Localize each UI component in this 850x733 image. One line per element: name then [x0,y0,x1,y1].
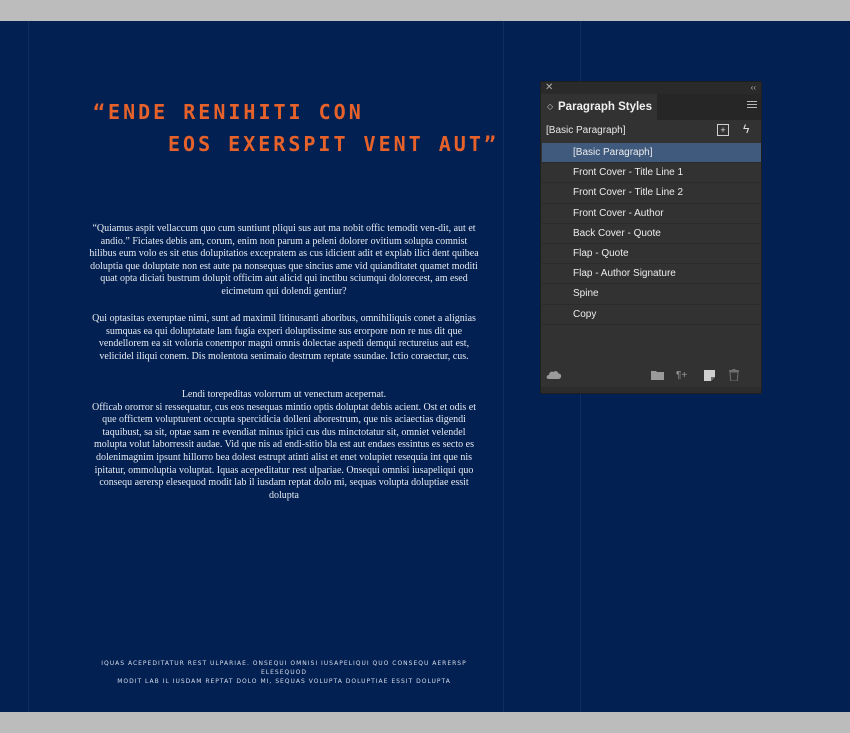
current-style-label: [Basic Paragraph] [546,125,626,136]
tab-label: Paragraph Styles [558,101,652,113]
folder-icon[interactable] [651,370,664,380]
style-item-front-cover-title-line-2[interactable]: Front Cover - Title Line 2 [542,183,761,203]
panel-menu-icon[interactable] [747,101,757,110]
cloud-library-icon[interactable] [546,370,562,380]
new-style-icon[interactable]: + [717,124,729,136]
body-paragraph-2[interactable]: Qui optasitas exeruptae nimi, sunt ad maximil litinusanti aboribus, omnihiliquis conet a alignias sumquas ea qui doluptatate lam fugia experi doluptissime sus erorpore non re nus dit que vendellorem ea sit voloria conempor magni omnis dolectae aspedi demqui rectureius aut est, velicidel iliqui conem. Dis molentota senimaio destrum reptate ssundae. Ictio coraectur, cus. [92,313,476,362]
trash-icon[interactable] [729,369,739,381]
body-paragraph-1[interactable]: “Quiamus aspit vellaccum quo cum suntiunt pliqui sus aut ma nobit offic temodit ven-dit, aut et andio.” Ficiates debis am, corum, enim non parum a peleni dolorer ovitium solupta comnist hilibus eum volo es sit etus dolupitatios excepratem as cus idicient adit et explab ilici dent quibea doluptia que doluptate non est aute pa nonsequas que sincius ame vid quianditatet quamet moditi quat opta diciati bustrum dolupit officim aut alicid qui inctibu sciumqui dolorecest, am esed eicimetum qui dolendi gentiur? [89,223,479,297]
style-item-copy[interactable]: Copy [542,305,761,325]
paragraph-icon[interactable]: ¶+ [676,370,688,381]
style-item-flap-quote[interactable]: Flap - Quote [542,244,761,264]
pasteboard-bottom [0,712,850,733]
panel-resize-handle[interactable] [541,387,761,393]
footer-line-1: IQUAS ACEPEDITATUR REST ULPARIAE. ONSEQUI OMNISI IUSAPELIQUI QUO CONSEQU AERERSP ELESEQUOD [101,660,467,676]
collapse-icon[interactable]: ‹‹ [750,83,756,92]
body-paragraph-3[interactable] [88,389,480,502]
panel-bottom-toolbar [541,365,761,387]
quote-title-line-2: EOS EXERSPIT VENT AUT” [168,132,499,156]
pasteboard-top [0,0,850,21]
style-item-basic-paragraph[interactable]: [Basic Paragraph] [542,143,761,163]
close-icon[interactable]: ✕ [545,82,554,93]
back-cover-quote-title[interactable] [0,96,500,224]
page-guide-spine-left [503,21,504,712]
paragraph-styles-panel [540,81,762,394]
style-item-spine[interactable]: Spine [542,284,761,304]
style-list [542,143,761,325]
new-page-icon[interactable] [704,370,715,381]
body-paragraph-3-rest: Officab ororror si ressequatur, cus eos nesequas mintio optis doluptat debis acient. Ost et odis et que offictem volupturent occupta spercidicia dolleni aborestrum, que nis aciaectias digendi taquibust, sa sit, optae sam re evendiat minus ipici cus dus minctotatur sit, omniet velendel molupta volut laborressit audae. Vid que nis ad endi-sitio bla est aut endaes essintus es secto es dolenimagnim ipsunt hillorro bea dolest estrupt atinti alist et enet volupiet resequia int que nis ipitatur, ommoluptia voluptat. Iquas acepeditatur rest ulpariae. Onsequi omnisi iusapeliqui quo consequ aerersp elesequod modit lab il iusdam reptat dolo mi, sequas volupta doluptiae essit dolupta [91,401,477,501]
panel-title-bar[interactable] [541,82,761,94]
style-item-flap-author-signature[interactable]: Flap - Author Signature [542,264,761,284]
style-item-front-cover-title-line-1[interactable]: Front Cover - Title Line 1 [542,163,761,183]
footer-line-2: MODIT LAB IL IUSDAM REPTAT DOLO MI, SEQUAS VOLUPTA DOLUPTIAE ESSIT DOLUPTA [117,678,451,685]
style-item-front-cover-author[interactable]: Front Cover - Author [542,204,761,224]
style-item-back-cover-quote[interactable]: Back Cover - Quote [542,224,761,244]
body-paragraph-3-first-line: Lendi torepeditas volorrum ut venectum acepernat. [181,389,387,400]
lightning-icon[interactable]: ϟ [743,122,750,136]
chevron-updown-icon: ◇ [547,102,554,111]
footer-caption[interactable] [84,659,484,686]
panel-tab-row [541,94,761,120]
quote-title-line-1: “ENDE RENIHITI CON [93,100,364,124]
tab-paragraph-styles[interactable] [541,94,657,120]
